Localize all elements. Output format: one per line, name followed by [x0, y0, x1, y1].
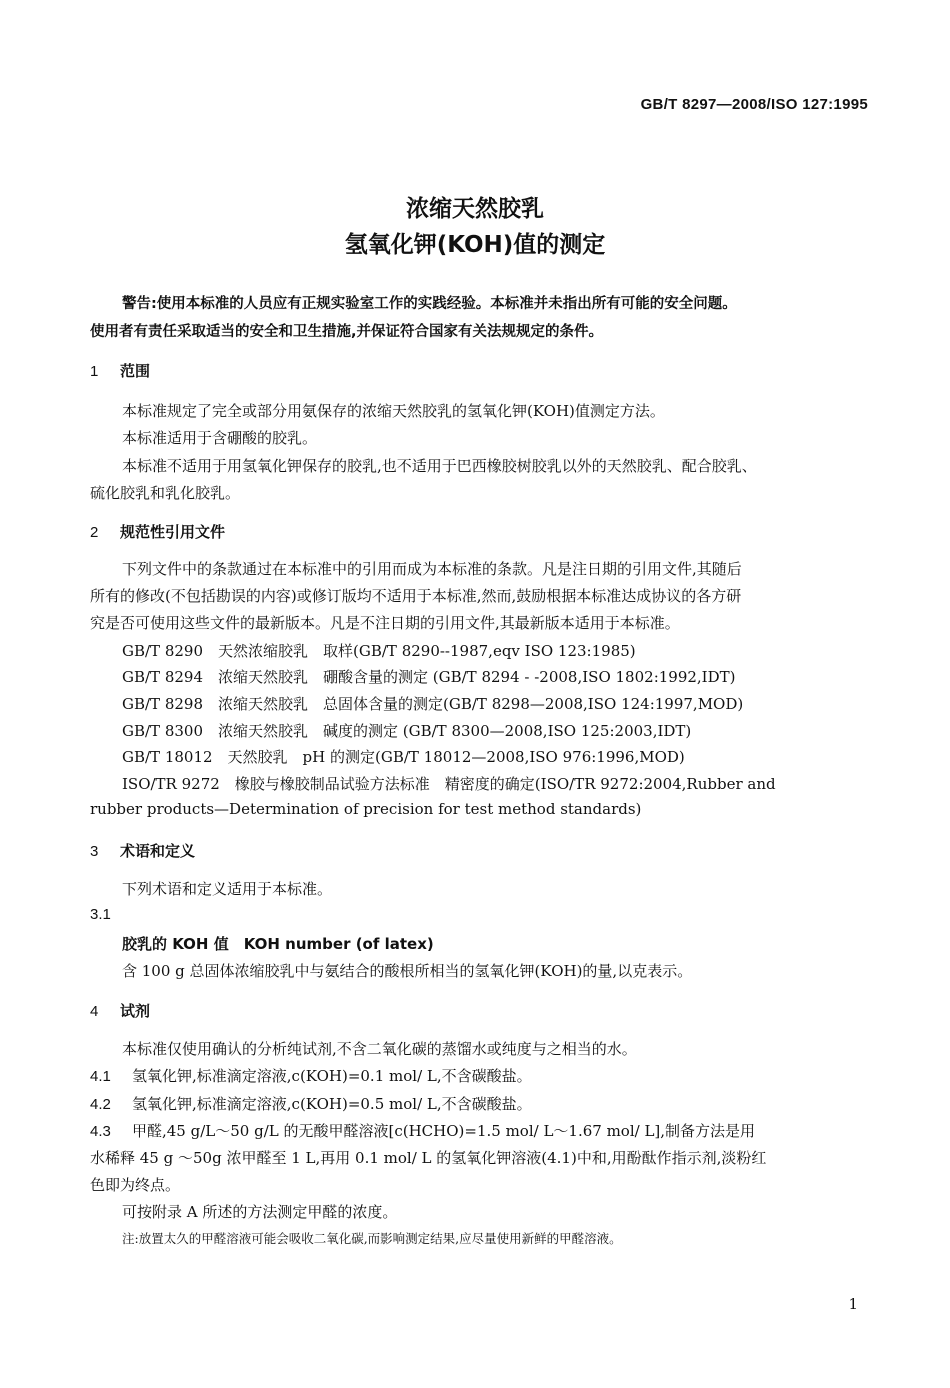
subsection-3-1-number: 3.1 [90, 906, 111, 923]
reagent-4-2-number: 4.2 [90, 1096, 111, 1113]
section-3-paragraph: 下列术语和定义适用于本标准。 [122, 880, 333, 898]
section-4-heading [90, 1000, 150, 1021]
section-2-title: 规范性引用文件 [120, 523, 226, 541]
reference-item: GB/T 8298 浓缩天然胶乳 总固体含量的测定(GB/T 8298—2008,ISO 124:1997,MOD) [122, 695, 744, 713]
title-line-1: 浓缩天然胶乳 [406, 196, 544, 222]
reagent-item-4-3 [90, 1120, 755, 1141]
section-1-paragraph-2: 本标准适用于含硼酸的胶乳。 [122, 429, 318, 447]
reference-item: GB/T 18012 天然胶乳 pH 的测定(GB/T 18012—2008,ISO 976:1996,MOD) [122, 748, 685, 766]
reference-item-last-line-1: ISO/TR 9272 橡胶与橡胶制品试验方法标准 精密度的确定(ISO/TR 9272:2004,Rubber and [122, 775, 776, 793]
section-2-heading [90, 521, 225, 542]
title-line-2: 氢氧化钾(KOH)值的测定 [344, 232, 606, 258]
section-2-paragraph-line-1: 下列文件中的条款通过在本标准中的引用而成为本标准的条款。凡是注日期的引用文件,其随后 [122, 560, 742, 578]
reagent-4-1-number: 4.1 [90, 1068, 111, 1085]
reagent-4-3-text-line-1: 甲醛,45 g/L～50 g/L 的无酸甲醛溶液[c(HCHO)=1.5 mol/ L～1.67 mol/ L],制备方法是用 [132, 1122, 756, 1140]
section-4-paragraph: 本标准仅使用确认的分析纯试剂,不含二氧化碳的蒸馏水或纯度与之相当的水。 [122, 1040, 637, 1058]
reference-item-last-line-2: rubber products—Determination of precision for test method standards) [90, 800, 642, 818]
reagent-4-1-text: 氢氧化钾,标准滴定溶液,c(KOH)=0.1 mol/ L,不含碳酸盐。 [132, 1067, 532, 1085]
reagent-item-4-2 [90, 1093, 532, 1114]
reagent-4-3-text-line-3: 色即为终点。 [90, 1176, 181, 1194]
section-1-paragraph-3-line-1: 本标准不适用于用氢氧化钾保存的胶乳,也不适用于巴西橡胶树胶乳以外的天然胶乳、配合胶乳、 [122, 457, 757, 475]
reagent-item-4-1 [90, 1065, 532, 1086]
section-4-title: 试剂 [120, 1002, 151, 1020]
section-4-paragraph-2: 可按附录 A 所述的方法测定甲醛的浓度。 [122, 1203, 398, 1221]
section-1-heading [90, 360, 150, 381]
section-1-number: 1 [90, 363, 99, 380]
warning-line-2: 使用者有责任采取适当的安全和卫生措施,并保证符合国家有关法规规定的条件。 [90, 324, 604, 340]
page-number: 1 [848, 1295, 858, 1313]
reference-item: GB/T 8294 浓缩天然胶乳 硼酸含量的测定 (GB/T 8294 - -2008,ISO 1802:1992,IDT) [122, 668, 736, 686]
section-3-number: 3 [90, 843, 99, 860]
section-1-paragraph-3-line-2: 硫化胶乳和乳化胶乳。 [90, 484, 241, 502]
section-2-paragraph-line-2: 所有的修改(不包括勘误的内容)或修订版均不适用于本标准,然而,鼓励根据本标准达成协议的各方研 [90, 587, 742, 605]
reagent-4-3-number: 4.3 [90, 1123, 111, 1140]
section-1-paragraph-1: 本标准规定了完全或部分用氨保存的浓缩天然胶乳的氢氧化钾(KOH)值测定方法。 [122, 402, 665, 420]
note: 注:放置太久的甲醛溶液可能会吸收二氧化碳,而影响测定结果,应尽量使用新鲜的甲醛溶液。 [122, 1231, 622, 1246]
section-2-paragraph-line-3: 究是否可使用这些文件的最新版本。凡是不注日期的引用文件,其最新版本适用于本标准。 [90, 614, 680, 632]
reagent-4-2-text: 氢氧化钾,标准滴定溶液,c(KOH)=0.5 mol/ L,不含碳酸盐。 [132, 1095, 532, 1113]
section-3-title: 术语和定义 [120, 842, 196, 860]
section-2-number: 2 [90, 524, 99, 541]
reference-item: GB/T 8300 浓缩天然胶乳 碱度的测定 (GB/T 8300—2008,ISO 125:2003,IDT) [122, 722, 692, 740]
term-definition: 含 100 g 总固体浓缩胶乳中与氨结合的酸根所相当的氢氧化钾(KOH)的量,以克表示。 [122, 962, 693, 980]
section-3-heading [90, 840, 195, 861]
section-1-title: 范围 [120, 362, 151, 380]
standard-number: GB/T 8297—2008/ISO 127:1995 [640, 96, 868, 113]
section-4-number: 4 [90, 1003, 99, 1020]
reference-item: GB/T 8290 天然浓缩胶乳 取样(GB/T 8290--1987,eqv ISO 123:1985) [122, 642, 636, 660]
reagent-4-3-text-line-2: 水稀释 45 g ～50g 浓甲醛至 1 L,再用 0.1 mol/ L 的氢氧化钾溶液(4.1)中和,用酚酞作指示剂,淡粉红 [90, 1149, 767, 1167]
term-heading: 胶乳的 KOH 值 KOH number (of latex) [122, 935, 434, 953]
warning-line-1: 警告:使用本标准的人员应有正规实验室工作的实践经验。本标准并未指出所有可能的安全问题。 [122, 296, 737, 312]
